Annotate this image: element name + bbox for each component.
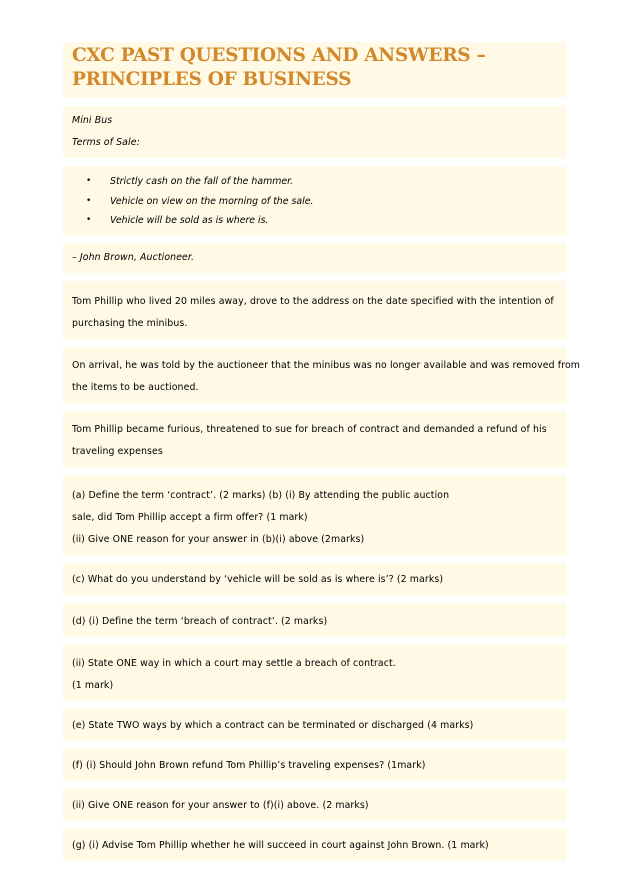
terms-heading: Terms of Sale:	[72, 137, 140, 148]
question-line: (e) State TWO ways by which a contract can be terminated or discharged (4 marks)	[72, 719, 474, 731]
paragraph-line: traveling expenses	[72, 445, 163, 457]
terms-list	[72, 172, 560, 231]
terms-list-item	[72, 192, 560, 212]
question-line: (ii) State ONE way in which a court may settle a breach of contract.	[72, 657, 396, 669]
question-line: (c) What do you understand by ‘vehicle will be sold as is where is’? (2 marks)	[72, 573, 444, 585]
page-title	[63, 42, 566, 98]
question-line: (1 mark)	[72, 679, 114, 691]
auction-notice	[63, 106, 566, 158]
question-line: (f) (i) Should John Brown refund Tom Phillip’s traveling expenses? (1mark)	[72, 759, 426, 771]
title-line-1: CXC PAST QUESTIONS AND ANSWERS –	[72, 45, 486, 66]
terms-list-block	[63, 166, 566, 235]
paragraph-line: Tom Phillip who lived 20 miles away, drove to the address on the date specified with the intention of	[72, 295, 554, 307]
question-line: (d) (i) Define the term ‘breach of contract’. (2 marks)	[72, 615, 328, 627]
paragraph	[63, 347, 581, 403]
question	[63, 645, 566, 701]
document-body	[63, 42, 581, 869]
term-text: Vehicle will be sold as is where is.	[110, 215, 269, 226]
question	[63, 603, 566, 637]
term-text: Vehicle on view on the morning of the sale.	[110, 195, 314, 207]
signature-text: – John Brown, Auctioneer.	[72, 251, 195, 263]
paragraph-line: On arrival, he was told by the auctioneer that the minibus was no longer available and was removed from	[72, 359, 581, 371]
question	[63, 789, 566, 821]
question	[63, 709, 566, 741]
question	[63, 475, 566, 555]
question	[63, 563, 566, 595]
paragraph	[63, 281, 566, 339]
auctioneer-signature	[63, 243, 566, 273]
notice-item: Mini Bus	[72, 115, 113, 126]
question-line: (a) Define the term ‘contract’. (2 marks) (b) (i) By attending the public auction	[72, 489, 450, 501]
bullet-icon: •	[86, 176, 92, 186]
terms-list-item	[72, 172, 560, 192]
question-line: (g) (i) Advise Tom Phillip whether he will succeed in court against John Brown. (1 mark)	[72, 839, 489, 851]
bullet-icon: •	[86, 195, 92, 206]
question	[63, 829, 566, 861]
paragraph	[63, 411, 566, 467]
paragraph-line: purchasing the minibus.	[72, 317, 188, 329]
terms-list-item	[72, 211, 560, 231]
question-line: sale, did Tom Phillip accept a firm offer? (1 mark)	[72, 511, 308, 523]
paragraph-line: the items to be auctioned.	[72, 381, 199, 393]
title-line-2: PRINCIPLES OF BUSINESS	[72, 69, 352, 90]
question-line: (ii) Give ONE reason for your answer in (b)(i) above (2marks)	[72, 533, 365, 545]
bullet-icon: •	[86, 215, 92, 225]
question	[63, 749, 566, 781]
term-text: Strictly cash on the fall of the hammer.	[110, 176, 294, 187]
question-line: (ii) Give ONE reason for your answer to (f)(i) above. (2 marks)	[72, 799, 369, 811]
paragraph-line: Tom Phillip became furious, threatened to sue for breach of contract and demanded a refund of his	[72, 423, 547, 435]
